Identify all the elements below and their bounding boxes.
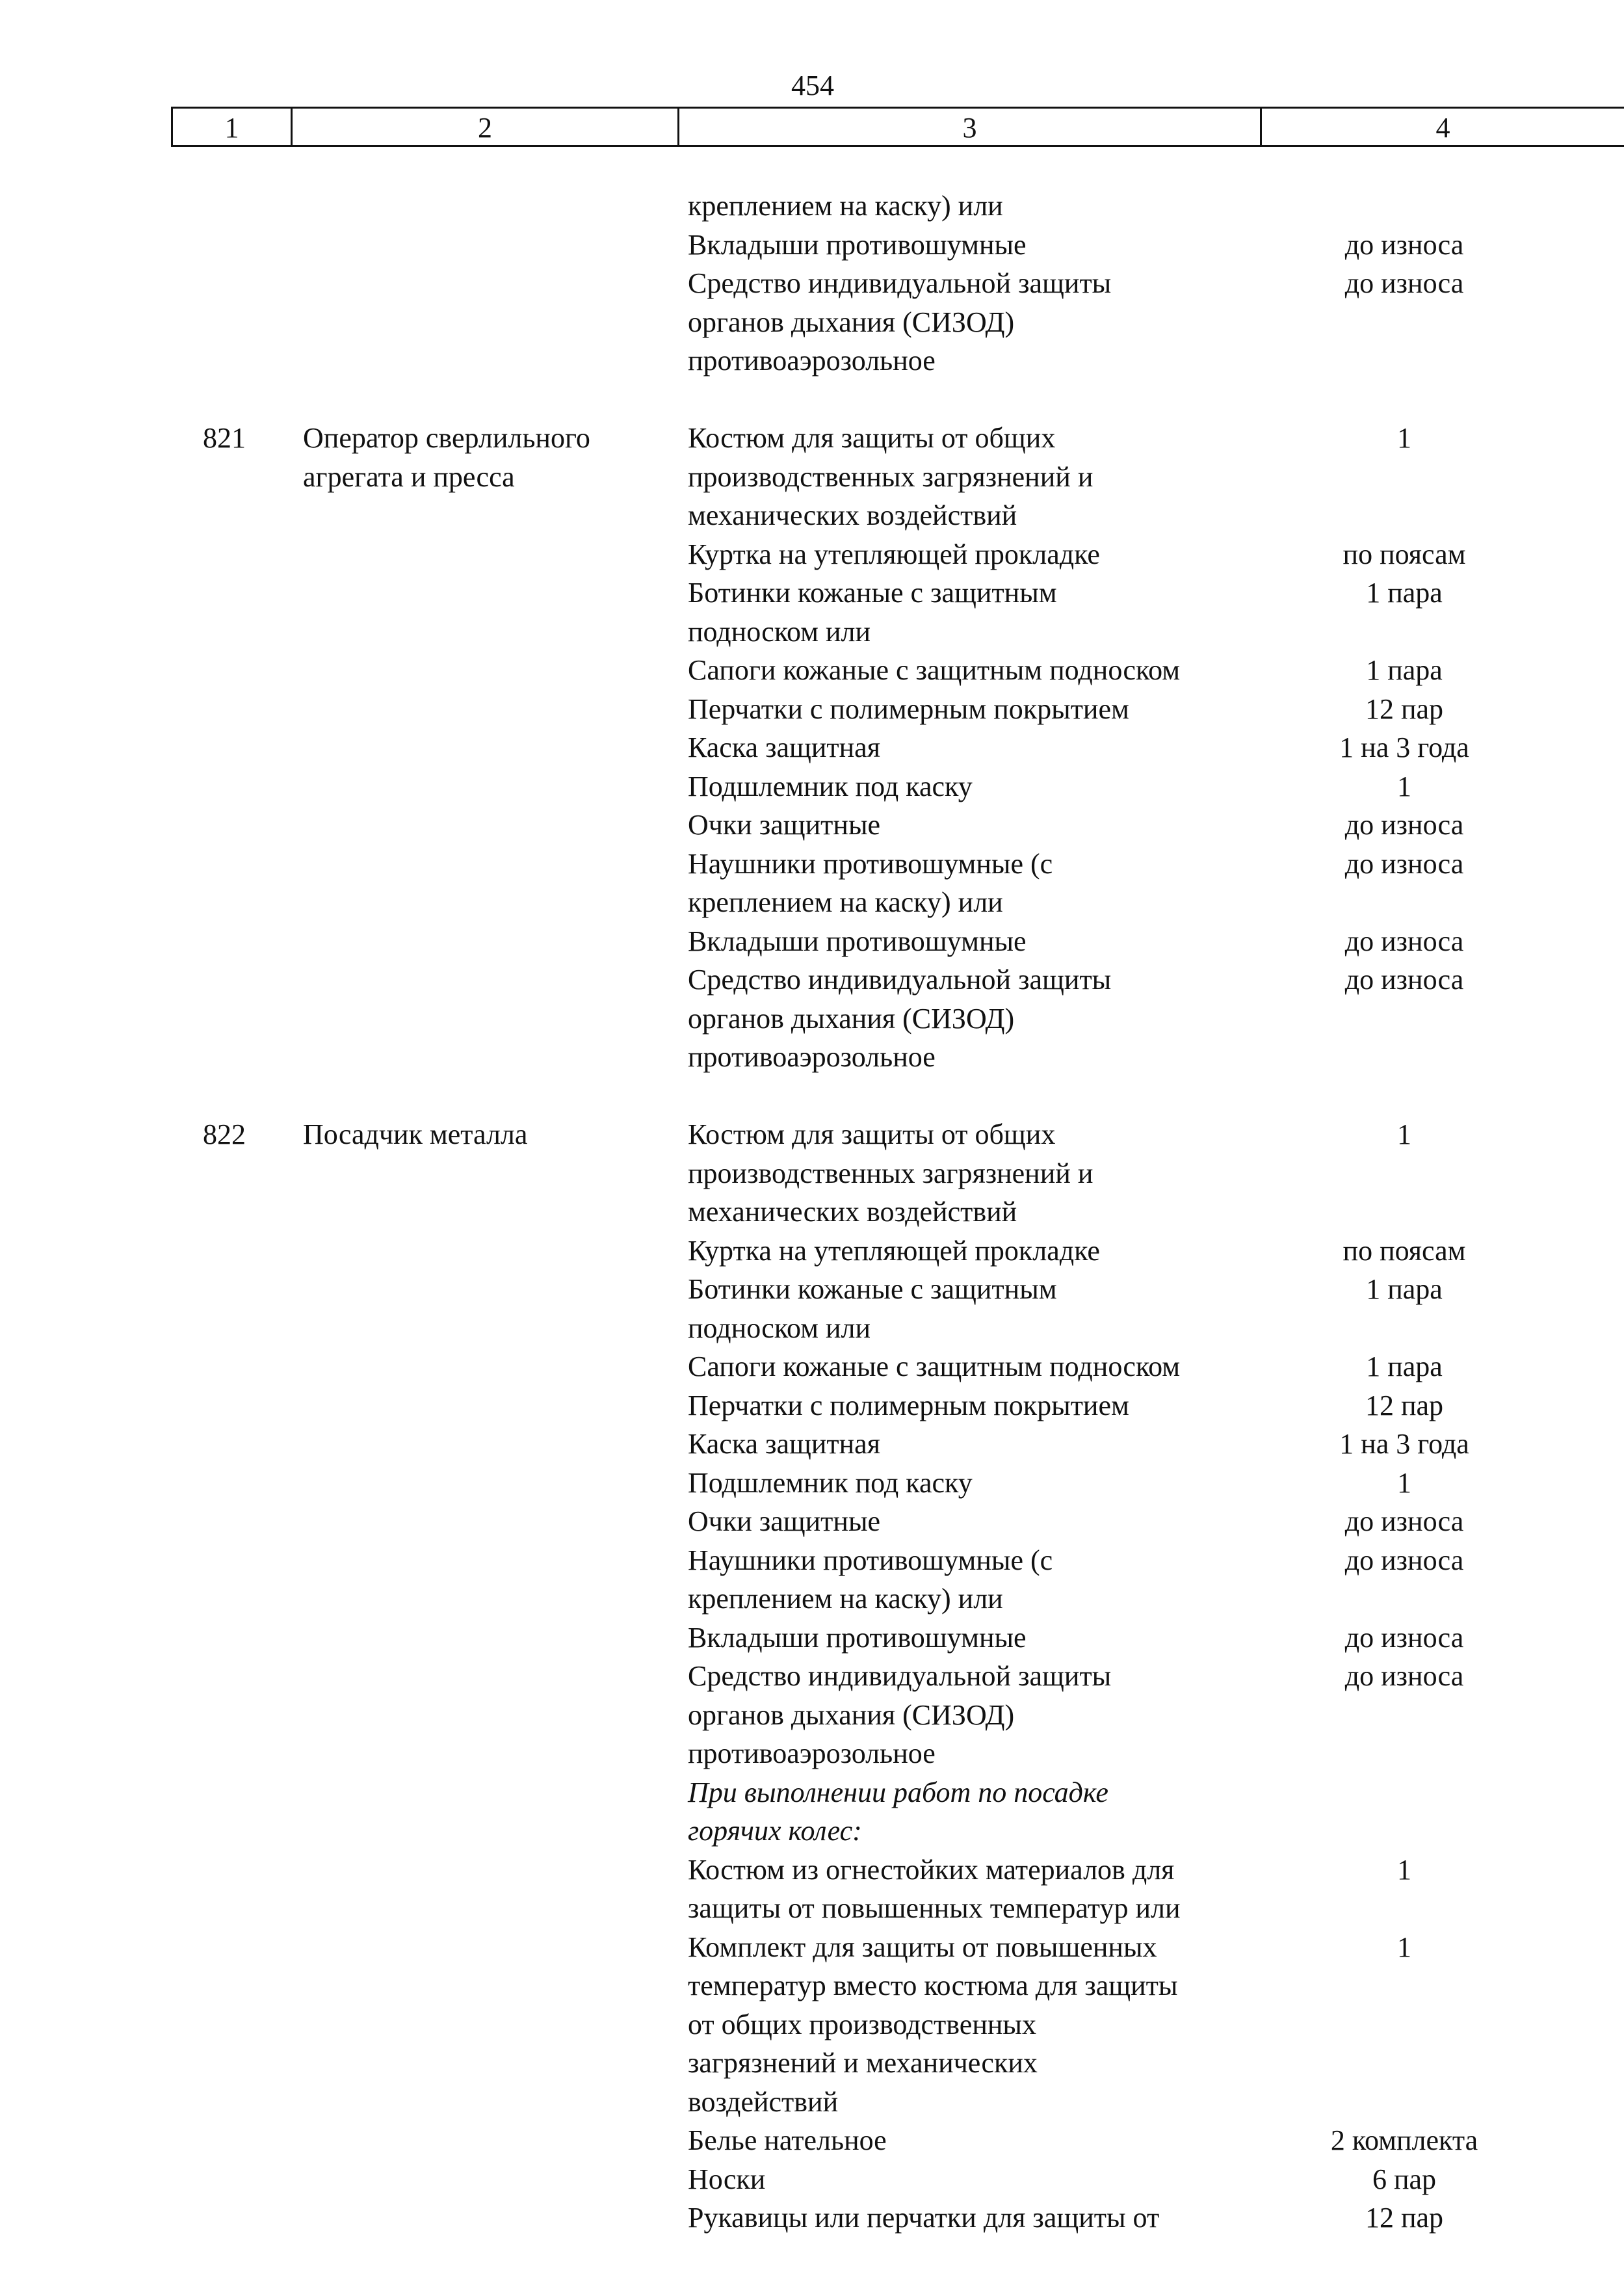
equipment-name: подноском или (688, 1312, 871, 1344)
table-row (0, 419, 1624, 1077)
issue-norm: 1 (1397, 422, 1411, 454)
equipment-name: Средство индивидуальной защиты (688, 964, 1112, 996)
equipment-name: Рукавицы или перчатки для защиты от (688, 2202, 1160, 2234)
table-line (0, 1812, 1624, 1851)
equipment-name: Костюм для защиты от общих (688, 422, 1056, 454)
equipment-name: креплением на каску) или (688, 886, 1003, 918)
issue-norm: 1 пара (1366, 654, 1443, 686)
equipment-name: температур вместо костюма для защиты (688, 1970, 1178, 2001)
equipment-name: Очки защитные (688, 1505, 881, 1537)
issue-norm: 1 (1397, 1466, 1411, 1499)
issue-norm: 1 пара (1366, 577, 1443, 609)
issue-norm: 1 пара (1366, 1351, 1443, 1382)
issue-norm: до износа (1344, 267, 1464, 299)
table-line (0, 1851, 1624, 1890)
equipment-name: подноском или (688, 615, 871, 648)
issue-norm: 2 комплекта (1330, 2124, 1478, 2156)
table-line (0, 960, 1624, 999)
table-line (0, 806, 1624, 845)
equipment-name: Костюм для защиты от общих (688, 1118, 1056, 1150)
page-number: 454 (791, 70, 834, 101)
item-number: 821 (203, 422, 246, 454)
equipment-name: Каска защитная (688, 1428, 880, 1460)
table-line (0, 303, 1624, 342)
equipment-name: Носки (688, 2163, 766, 2195)
table-line (0, 1734, 1624, 1773)
equipment-name: производственных загрязнений и (688, 460, 1094, 493)
equipment-name: Куртка на утепляющей прокладке (688, 538, 1100, 570)
equipment-name: Каска защитная (688, 732, 880, 763)
issue-norm: до износа (1344, 964, 1464, 996)
table-line (0, 1928, 1624, 1967)
equipment-name: загрязнений и механических (688, 2047, 1038, 2079)
issue-norm: до износа (1344, 1621, 1464, 1654)
equipment-name: креплением на каску) или (688, 190, 1003, 222)
table-line (0, 1696, 1624, 1735)
table-line (0, 2044, 1624, 2083)
item-number: 822 (203, 1118, 246, 1150)
equipment-name: противоаэрозольное (688, 1041, 936, 1073)
issue-norm: 1 на 3 года (1339, 1428, 1469, 1460)
table-line (0, 1270, 1624, 1309)
table-line (0, 883, 1624, 922)
header-col-3: 3 (962, 112, 977, 144)
equipment-name: Костюм из огнестойких материалов для (688, 1853, 1175, 1886)
equipment-name: При выполнении работ по посадке (688, 1776, 1108, 1808)
table-line (0, 1657, 1624, 1696)
table-line (0, 535, 1624, 574)
header-col-1: 1 (224, 112, 239, 144)
equipment-name: Очки защитные (688, 809, 881, 841)
table-line (0, 187, 1624, 226)
equipment-name: воздействий (688, 2085, 839, 2118)
header-col-4: 4 (1435, 112, 1450, 144)
issue-norm: до износа (1344, 925, 1464, 957)
table-line (0, 2121, 1624, 2160)
issue-norm: 12 пар (1365, 1389, 1444, 1421)
table-line (0, 999, 1624, 1038)
table-line (0, 1232, 1624, 1271)
profession-title: агрегата и пресса (303, 460, 515, 493)
equipment-name: производственных загрязнений и (688, 1157, 1094, 1189)
equipment-name: защиты от повышенных температур или (688, 1892, 1181, 1924)
table-line (0, 1464, 1624, 1503)
equipment-name: Сапоги кожаные с защитным подноском (688, 654, 1181, 686)
equipment-name: противоаэрозольное (688, 1737, 936, 1769)
issue-norm: 1 пара (1366, 1273, 1443, 1305)
equipment-name: Комплект для защиты от повышенных (688, 1931, 1157, 1963)
equipment-name: Вкладыши противошумные (688, 228, 1027, 261)
table-line (0, 574, 1624, 613)
issue-norm: 12 пар (1365, 2202, 1444, 2234)
table-line (0, 1193, 1624, 1232)
table-line (0, 767, 1624, 806)
profession-title: Посадчик металла (303, 1118, 528, 1150)
table-line (0, 1889, 1624, 1928)
issue-norm: 1 (1397, 770, 1411, 802)
table-line (0, 496, 1624, 535)
profession-title: Оператор сверлильного (303, 422, 590, 454)
table-line (0, 458, 1624, 497)
table-line (0, 1966, 1624, 2005)
table-line (0, 2198, 1624, 2237)
issue-norm: до износа (1344, 847, 1464, 880)
equipment-name: горячих колес: (688, 1815, 862, 1847)
table-line (0, 1309, 1624, 1348)
table-line (0, 1386, 1624, 1425)
issue-norm: 1 (1397, 1931, 1411, 1963)
table-line (0, 1541, 1624, 1580)
issue-norm: до износа (1344, 809, 1464, 841)
table-line (0, 341, 1624, 380)
issue-norm: по поясам (1342, 538, 1466, 570)
equipment-name: Вкладыши противошумные (688, 1621, 1027, 1654)
equipment-name: креплением на каску) или (688, 1583, 1003, 1615)
table-line (0, 1154, 1624, 1193)
table-line (0, 1579, 1624, 1618)
equipment-name: противоаэрозольное (688, 345, 936, 376)
table-header (173, 107, 1624, 147)
table-line (0, 1425, 1624, 1464)
table-line (0, 1502, 1624, 1541)
table-line (0, 1618, 1624, 1657)
table-line (0, 1115, 1624, 1154)
issue-norm: до износа (1344, 1544, 1464, 1576)
table-row (0, 187, 1624, 380)
equipment-name: органов дыхания (СИЗОД) (688, 306, 1015, 338)
issue-norm: 1 на 3 года (1339, 732, 1469, 763)
equipment-name: механических воздействий (688, 1196, 1017, 1228)
equipment-name: Средство индивидуальной защиты (688, 1660, 1112, 1692)
table-line (0, 2005, 1624, 2044)
table-line (0, 690, 1624, 729)
equipment-name: Ботинки кожаные с защитным (688, 1273, 1057, 1305)
issue-norm: 12 пар (1365, 693, 1444, 725)
table-line (0, 613, 1624, 652)
table-line (0, 226, 1624, 265)
equipment-name: от общих производственных (688, 2008, 1036, 2040)
equipment-name: Ботинки кожаные с защитным (688, 577, 1057, 609)
issue-norm: до износа (1344, 1660, 1464, 1692)
equipment-name: Наушники противошумные (с (688, 1544, 1053, 1576)
equipment-name: Белье нательное (688, 2124, 887, 2156)
table-line (0, 1038, 1624, 1077)
equipment-name: Подшлемник под каску (688, 1466, 973, 1499)
table-line (0, 1347, 1624, 1386)
issue-norm: по поясам (1342, 1234, 1466, 1267)
table-line (0, 922, 1624, 961)
equipment-name: Перчатки с полимерным покрытием (688, 1389, 1129, 1421)
table-line (0, 2083, 1624, 2122)
equipment-name: Наушники противошумные (с (688, 847, 1053, 880)
equipment-name: органов дыхания (СИЗОД) (688, 1002, 1015, 1035)
table-line (0, 651, 1624, 690)
equipment-name: Подшлемник под каску (688, 770, 973, 802)
table-line (0, 728, 1624, 767)
header-col-2: 2 (478, 112, 492, 144)
table-line (0, 1773, 1624, 1812)
table-line (0, 845, 1624, 884)
equipment-name: Сапоги кожаные с защитным подноском (688, 1351, 1181, 1382)
equipment-name: Перчатки с полимерным покрытием (688, 693, 1129, 725)
issue-norm: до износа (1344, 1505, 1464, 1537)
issue-norm: 1 (1397, 1118, 1411, 1150)
table-body (0, 187, 1624, 2237)
equipment-name: Вкладыши противошумные (688, 925, 1027, 957)
equipment-name: Куртка на утепляющей прокладке (688, 1234, 1100, 1267)
equipment-name: Средство индивидуальной защиты (688, 267, 1112, 299)
equipment-name: органов дыхания (СИЗОД) (688, 1698, 1015, 1731)
table-line (0, 264, 1624, 303)
equipment-name: механических воздействий (688, 499, 1017, 531)
issue-norm: 1 (1397, 1853, 1411, 1886)
issue-norm: до износа (1344, 228, 1464, 261)
table-row (0, 1115, 1624, 2237)
table-line (0, 2160, 1624, 2199)
issue-norm: 6 пар (1372, 2163, 1437, 2195)
